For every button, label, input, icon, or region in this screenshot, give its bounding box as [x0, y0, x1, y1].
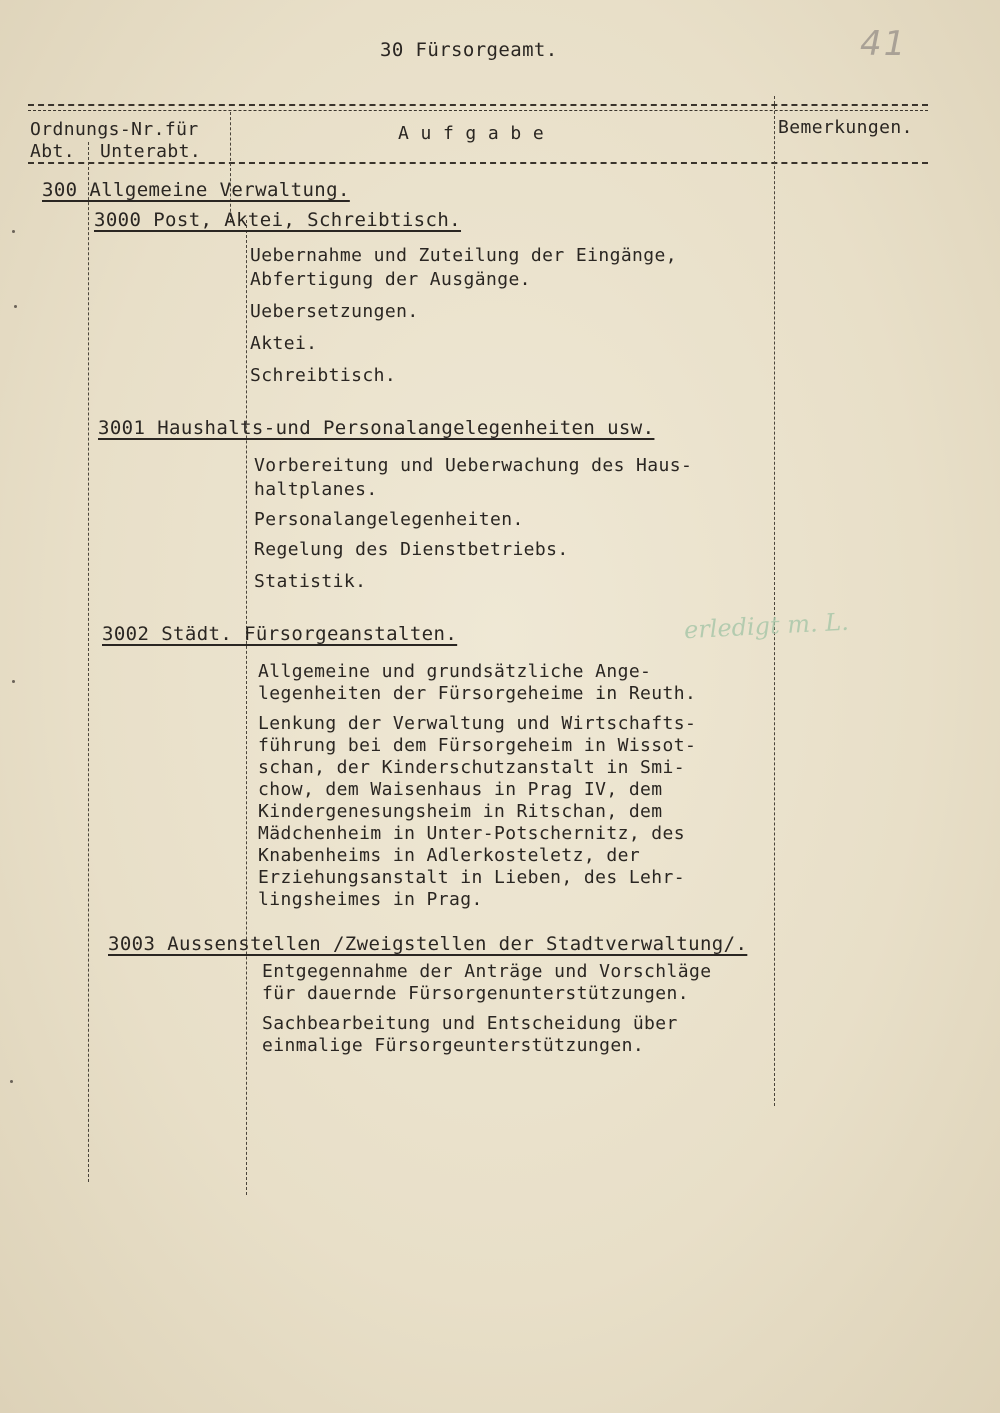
list-item: für dauernde Fürsorgenunterstützungen.	[262, 983, 690, 1004]
list-item: Uebernahme und Zuteilung der Eingänge,	[250, 245, 678, 266]
column-header-abt: Abt.	[30, 141, 75, 162]
column-divider-bemerkungen	[774, 96, 775, 1106]
table-top-rule-2	[28, 110, 928, 111]
column-header-unterabt: Unterabt.	[100, 141, 202, 162]
section-heading-300: 300 Allgemeine Verwaltung.	[42, 179, 350, 201]
section-heading-3003: 3003 Aussenstellen /Zweigstellen der Stadtverwaltung/.	[108, 933, 748, 955]
margin-speck	[12, 230, 15, 233]
column-divider-aufgabe	[230, 112, 231, 222]
list-item: Kindergenesungsheim in Ritschan, dem	[258, 801, 663, 822]
list-item: Knabenheims in Adlerkosteletz, der	[258, 845, 641, 866]
list-item: haltplanes.	[254, 479, 378, 500]
header-bottom-rule	[28, 162, 928, 164]
list-item: Mädchenheim in Unter-Potschernitz, des	[258, 823, 686, 844]
list-item: Sachbearbeitung und Entscheidung über	[262, 1013, 678, 1034]
list-item: Lenkung der Verwaltung und Wirtschafts-	[258, 713, 697, 734]
list-item: Regelung des Dienstbetriebs.	[254, 539, 569, 560]
table-top-rule	[28, 104, 928, 106]
column-header-bemerkungen: Bemerkungen.	[778, 117, 913, 138]
list-item: schan, der Kinderschutzanstalt in Smi-	[258, 757, 686, 778]
handwritten-page-number: 41	[860, 24, 908, 64]
list-item: einmalige Fürsorgeunterstützungen.	[262, 1035, 645, 1056]
column-header-ordnungs: Ordnungs-Nr.für	[30, 119, 199, 140]
list-item: Abfertigung der Ausgänge.	[250, 269, 531, 290]
margin-speck	[12, 680, 15, 683]
page-title: 30 Fürsorgeamt.	[380, 39, 558, 61]
list-item: chow, dem Waisenhaus in Prag IV, dem	[258, 779, 663, 800]
list-item: führung bei dem Fürsorgeheim in Wissot-	[258, 735, 697, 756]
margin-speck	[10, 1080, 13, 1083]
list-item: Uebersetzungen.	[250, 301, 419, 322]
list-item: Erziehungsanstalt in Lieben, des Lehr-	[258, 867, 686, 888]
section-heading-3000: 3000 Post, Aktei, Schreibtisch.	[94, 209, 462, 231]
column-header-aufgabe: A u f g a b e	[398, 123, 545, 144]
section-heading-3001: 3001 Haushalts-und Personalangelegenheiten usw.	[98, 417, 655, 439]
column-divider-abt	[88, 142, 89, 1182]
list-item: Schreibtisch.	[250, 365, 397, 386]
list-item: lingsheimes in Prag.	[258, 889, 483, 910]
section-heading-3002: 3002 Städt. Fürsorgeanstalten.	[102, 623, 458, 645]
list-item: Statistik.	[254, 571, 367, 592]
list-item: Allgemeine und grundsätzliche Ange-	[258, 661, 652, 682]
column-divider-text	[246, 220, 247, 1195]
list-item: Aktei.	[250, 333, 318, 354]
margin-speck	[14, 305, 17, 308]
list-item: Vorbereitung und Ueberwachung des Haus-	[254, 455, 693, 476]
list-item: Personalangelegenheiten.	[254, 509, 524, 530]
list-item: Entgegennahme der Anträge und Vorschläge	[262, 961, 712, 982]
pencil-annotation: erledigt m. L.	[683, 607, 850, 645]
list-item: legenheiten der Fürsorgeheime in Reuth.	[258, 683, 697, 704]
